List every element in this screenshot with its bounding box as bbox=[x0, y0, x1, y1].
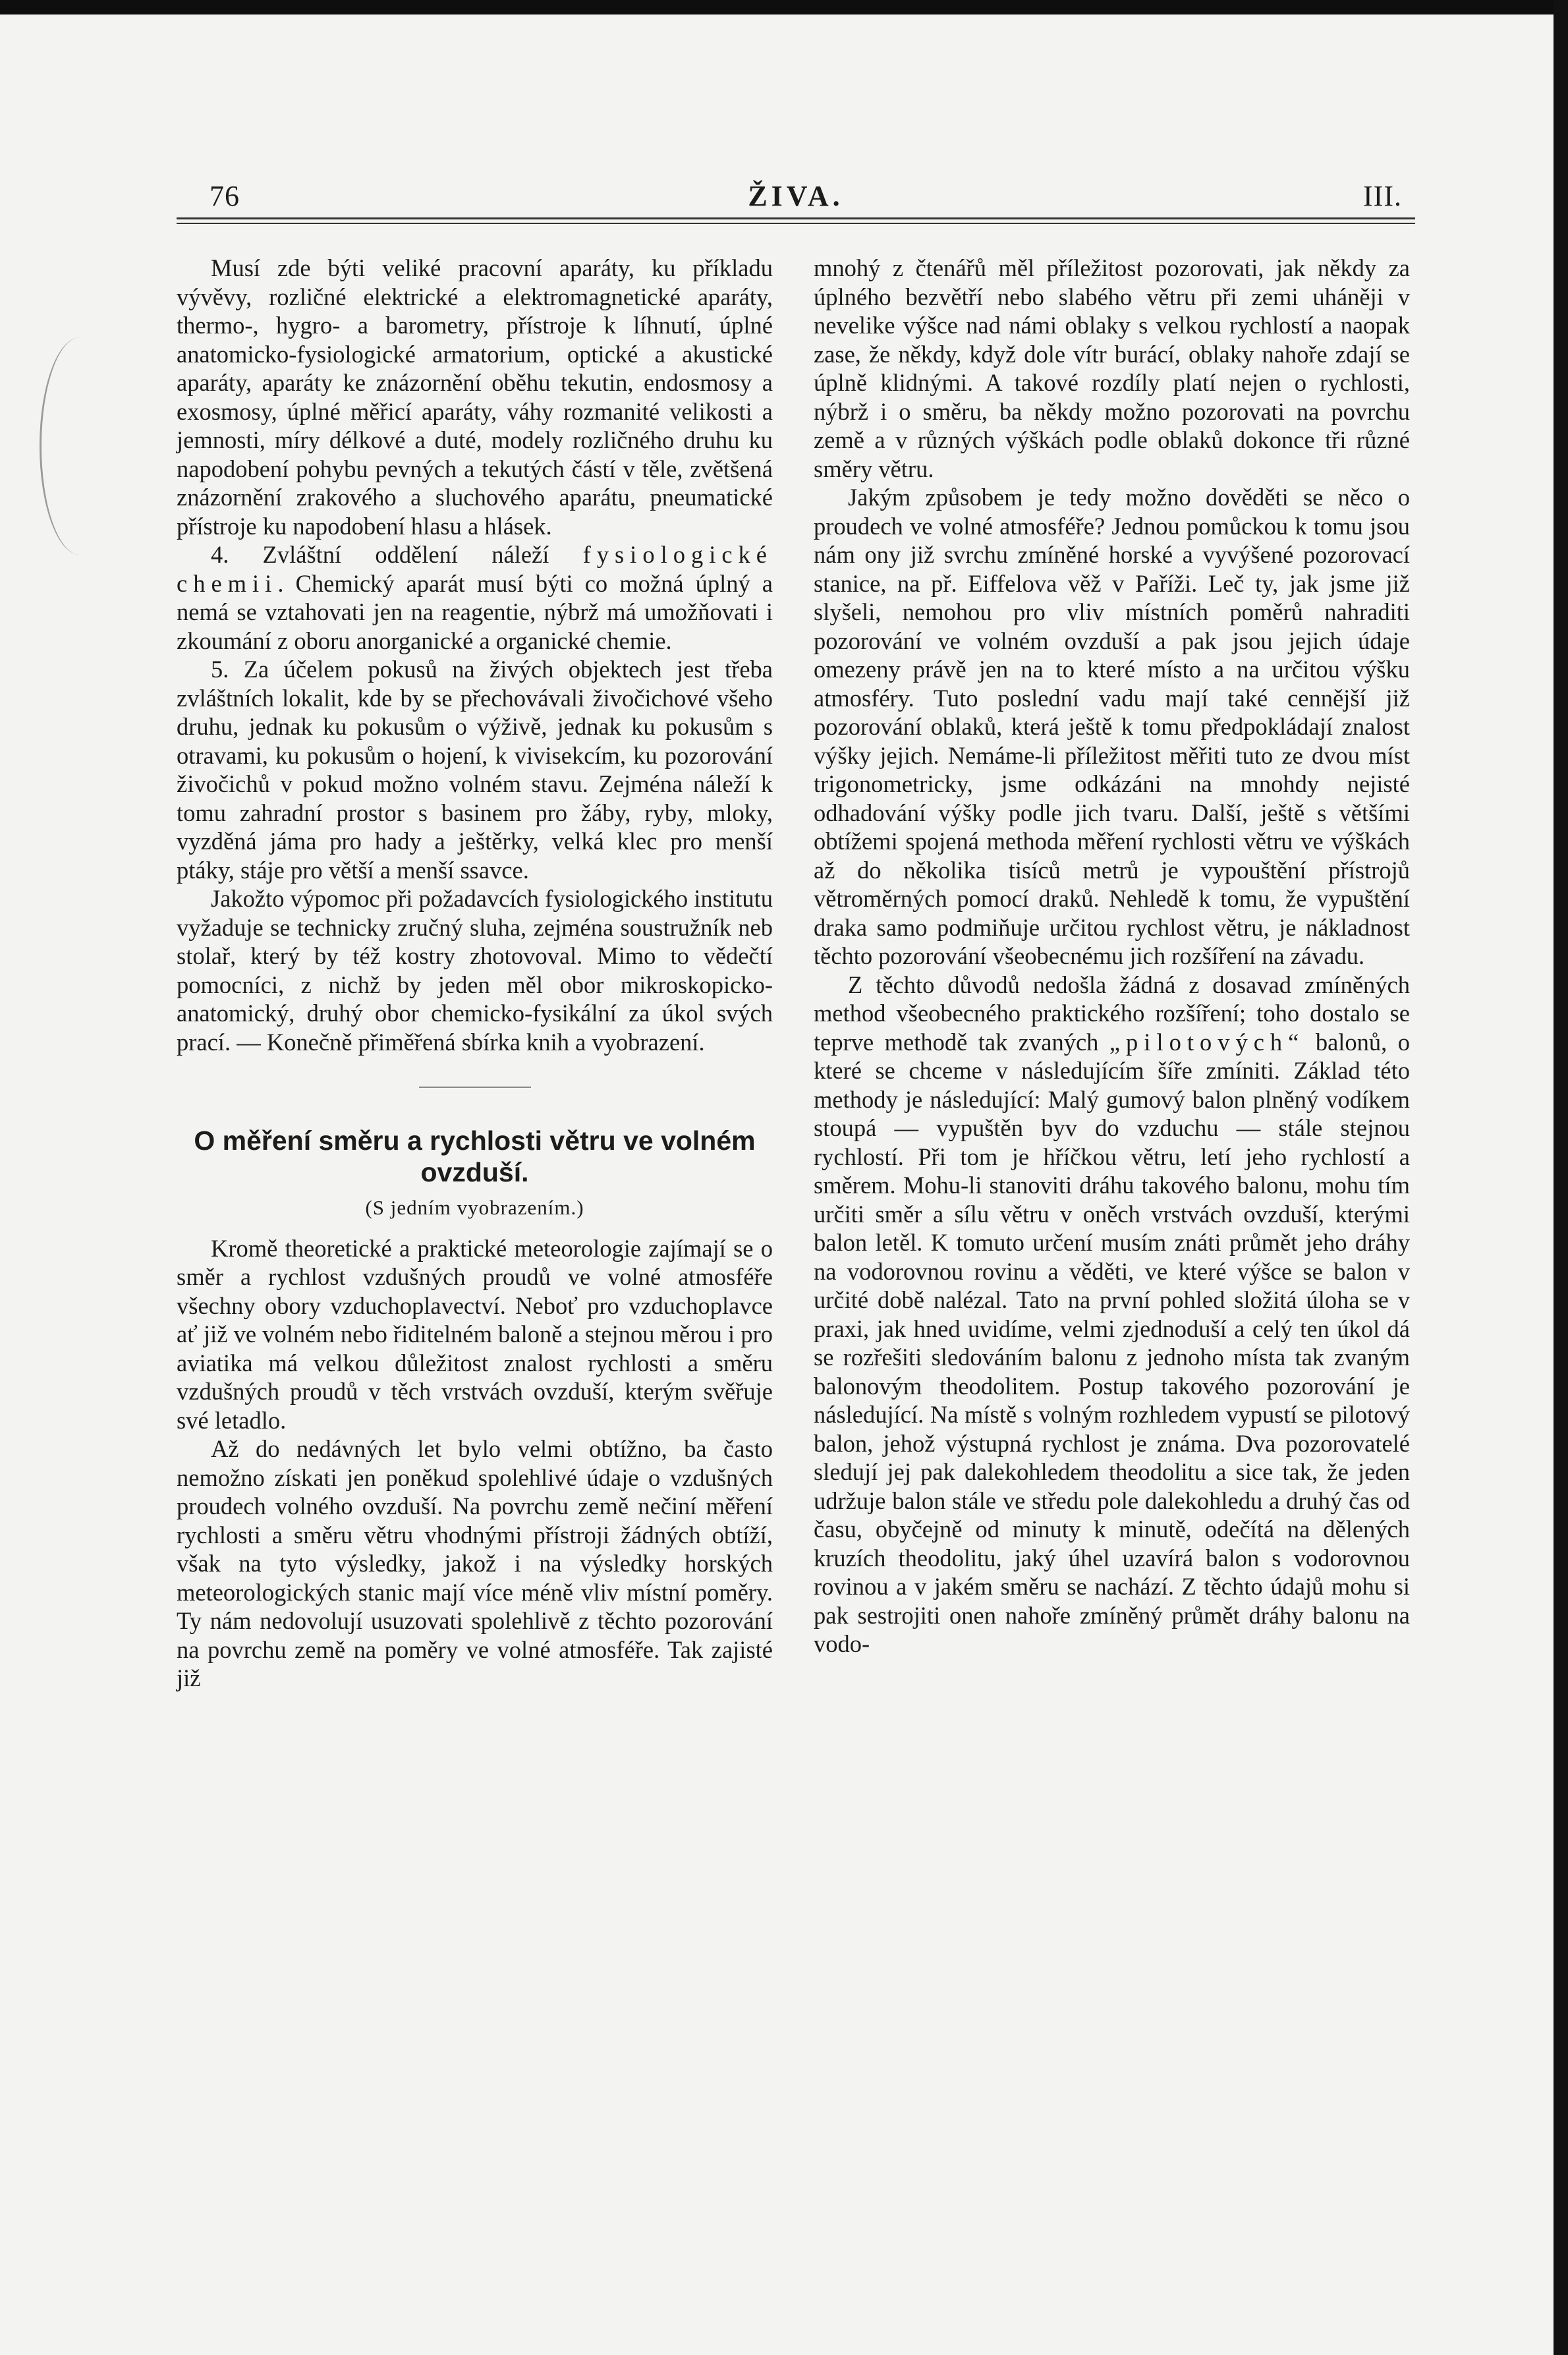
text-run: 4. Zvláštní oddělení náleží bbox=[211, 541, 583, 568]
scan-border-top bbox=[0, 0, 1568, 14]
volume-number: III. bbox=[1363, 180, 1402, 212]
right-column bbox=[814, 254, 1410, 1659]
scan-border-right bbox=[1554, 0, 1568, 2355]
paragraph: Jakožto výpomoc při požadavcích fysiologického institutu vyžaduje se technicky zručný sluha, zejména soustružník neb stolař, který by též kostry zhotovoval. Mimo to vědečtí pomocníci, z nichž by jeden měl obor mikroskopicko-anatomický, druhý obor chemicko-fysikální za úkol svých prací. — Konečně přiměřená sbírka knih a vyobrazení. bbox=[177, 885, 773, 1056]
paragraph bbox=[814, 971, 1410, 1659]
paragraph: mnohý z čtenářů měl příležitost pozorovati, jak někdy za úplného bezvětří nebo slabého větru při zemi uháněji v nevelike výšce nad námi oblaky s velkou rychlostí a naopak zase, že někdy, když dole vítr burácí, oblaky nahoře zdají se úplně klidnými. A takové rozdíly platí nejen o rychlosti, nýbrž i o směru, ba někdy možno pozorovati na povrchu země a v různých výškách podle oblaků dokonce tři různé směry větru. bbox=[814, 254, 1410, 482]
header-rule-thin bbox=[177, 223, 1415, 224]
spaced-emphasis: fysiologické chemii bbox=[177, 541, 773, 597]
paragraph: 5. Za účelem pokusů na živých objektech jest třeba zvláštních lokalit, kde by se přechovávali živočichové všeho druhu, jednak ku pokusům o výživě, jednak ku pokusům s otravami, ku pokusům o hojení, k vivisekcím, ku pozorování živočichů v pokud možno volném stavu. Zejména náleží k tomu zahradní prostor s basinem pro žáby, ryby, mloky, vyzděná jáma pro hady a ještěrky, velká klec pro menší ptáky, stáje pro větší a menší ssavce. bbox=[177, 656, 773, 884]
paragraph: Až do nedávných let bylo velmi obtížno, ba často nemožno získati jen poněkud spolehlivé údaje o vzdušných proudech volného ovzduší. Na povrchu země nečiní měření rychlosti a směru větru vhodnými přístroji žádných obtíží, však na tyto výsledky, jakož i na výsledky horských meteorologických stanic mají více méně vliv místní poměry. Ty nám nedovolují usuzovati spolehlivě z těchto pozorování na povrchu země na poměry ve volné atmosféře. Tak zajisté již bbox=[177, 1435, 773, 1691]
journal-title: ŽIVA. bbox=[748, 180, 844, 212]
text-run: Z těchto důvodů nedošla žádná z dosavad zmíněných method všeobecného praktického rozšíření; toho dostalo se teprve methodě tak zvaných bbox=[814, 971, 1410, 1056]
left-column bbox=[177, 254, 773, 1693]
header-rule bbox=[177, 217, 1415, 219]
paragraph bbox=[177, 540, 773, 655]
text-run: . Chemický aparát musí býti co možná úplný a nemá se vztahovati jen na reagentie, nýbrž má umožňovati i zkoumání z oboru anorganické a organické chemie. bbox=[177, 569, 773, 654]
paragraph: Kromě theoretické a praktické meteorologie zajímají se o směr a rychlost vzdušných proudů ve volné atmosféře všechny obory vzduchoplavectví. Neboť pro vzduchoplavce ať již ve volném nebo řiditelném baloně a stejnou měrou i pro aviatika má velkou důležitost znalost rychlosti a směru vzdušných proudů v těch vrstvách ovzduší, kterým svěřuje své letadlo. bbox=[177, 1234, 773, 1434]
paragraph: Musí zde býti veliké pracovní aparáty, ku příkladu vývěvy, rozličné elektrické a elektromagnetické aparáty, thermo-, hygro- a barometry, přístroje k líhnutí, úplné anatomicko-fysiologické armatorium, optické a akustické aparáty, aparáty ke znázornění oběhu tekutin, endosmosy a exosmosy, úplné měřicí aparáty, váhy rozmanité velikosti a jemnosti, míry délkové a duté, modely rozličného druhu ku napodobení pohybu pevných a tekutých částí v těle, zvětšená znázornění zrakového a sluchového aparátu, pneumatické přístroje ku napodobení hlasu a hlásek. bbox=[177, 254, 773, 540]
running-header bbox=[177, 165, 1415, 211]
spaced-emphasis: „pilotových“ bbox=[1109, 1028, 1305, 1056]
section-separator bbox=[419, 1087, 531, 1088]
page-number: 76 bbox=[210, 180, 240, 212]
pencil-margin-mark bbox=[40, 337, 121, 555]
article-title: O měření směru a rychlosti větru ve volném ovzduší. bbox=[194, 1125, 756, 1187]
article-subtitle: (S jedním vyobrazením.) bbox=[365, 1196, 584, 1219]
paragraph: Jakým způsobem je tedy možno dověděti se něco o proudech ve volné atmosféře? Jednou pomůckou k tomu jsou nám ony již svrchu zmíněné horské a vyvýšené pozorovací stanice, na př. Eiffelova věž v Paříži. Leč ty, jak jsme již slyšeli, nemohou pro vliv místních poměrů nahraditi pozorování ve volném ovzduší a pak jsou jejich údaje omezeny právě jen na to které místo a na určitou výšku atmosféry. Tuto poslední vadu mají také cennější již pozorování oblaků, která ještě k tomu předpokládají znalost výšky jejich. Nemáme-li příležitost měřiti tuto ze dvou míst trigonometricky, jsme odkázáni na mnohdy nejisté odhadování výšky podle jich tvaru. Další, ještě s většími obtížemi spojená methoda měření rychlosti větru ve výškách až do několika tisíců metrů je vypouštění přístrojů větroměrných pomocí draků. Nehledě k tomu, že vypuštění draka samo podmiňuje určitou rychlost větru, je nákladnost těchto pozorování všeobecnému jich rozšíření na závadu. bbox=[814, 484, 1410, 969]
text-run: balonů, o které se chceme v následujícím šíře zmíniti. Základ této methody je následující: Malý gumový balon plněný vodíkem stoupá — vypuštěn byv do vzduchu — stále stejnou rychlostí. Při tom je hříčkou větru, letí jeho rychlostí a směrem. Mohu-li stanoviti dráhu takového balonu, mohu tím určiti směr a sílu větru v oněch vrstvách ovzduší, kterými balon letěl. K tomuto určení musím znáti průmět jeho dráhy na vodorovnou rovinu a věděti, ve které výšce se balon v určité době nalézal. Tato na první pohled složitá úloha se v praxi, jak hned uvidíme, velmi zjednoduší a celý ten úkol dá se rozřešiti sledováním balonu z jednoho místa tak zvaným balonovým theodolitem. Postup takového pozorování je následující. Na místě s volným rozhledem vypustí se pilotový balon, jehož výstupná rychlost je známa. Dva pozorovatelé sledují jej pak dalekohledem theodolitu a sice tak, že jeden udržuje balon stále ve středu pole dalekohledu a druhý čas od času, obyčejně od minuty k minutě, odečítá na dělených kruzích theodolitu, jaký úhel uzavírá balon s vodorovnou rovinou a v jakém směru se nachází. Z těchto údajů mohu si pak sestrojiti onen nahoře zmíněný průmět dráhy balonu na vodo- bbox=[814, 1028, 1410, 1657]
